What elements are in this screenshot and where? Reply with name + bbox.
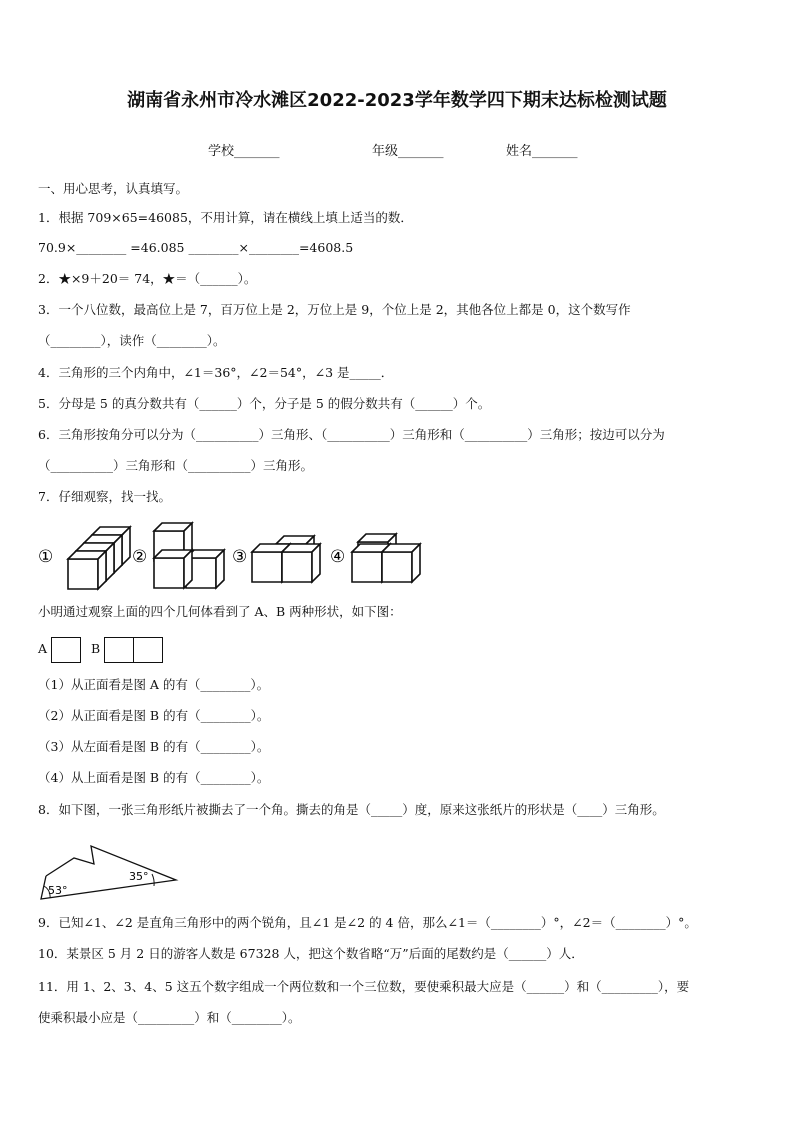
question-6-line2: （__________）三角形和（__________）三角形。 [38,458,314,473]
angle-label-53: 53° [48,884,68,897]
cube-figures-svg [36,520,456,592]
page-title: 湖南省永州市冷水滩区2022-2023学年数学四下期末达标检测试题 [127,90,667,111]
question-4: 4．三角形的三个内角中，∠1＝36°，∠2＝54°，∠3 是_____． [38,365,394,380]
question-1-blanks: 70.9×________ =46.085 ________×________=4608.5 [38,240,354,255]
question-7-part-3: （3）从左面看是图 B 的有（________）。 [38,739,270,754]
question-3-line1: 3．一个八位数，最高位上是 7，百万位上是 2，万位上是 9，个位上是 2，其他各位上都是 0，这个数写作 [38,302,631,317]
cube-figures [36,520,456,596]
question-11-line1: 11．用 1、2、3、4、5 这五个数字组成一个两位数和一个三位数，要使乘积最大应是（______）和（_________），要 [38,979,690,994]
figure-label-2: ② [132,547,148,567]
shape-views [38,636,163,663]
shape-b-square-1 [104,637,134,663]
question-11-line2: 使乘积最小应是（_________）和（________）。 [38,1010,301,1025]
question-1: 1．根据 709×65=46085，不用计算，请在横线上填上适当的数． [38,210,413,225]
question-7-part-2: （2）从正面看是图 B 的有（________）。 [38,708,270,723]
section-heading: 一、用心思考，认真填写。 [38,181,189,196]
question-2: 2．★×9＋20＝ 74，★＝（______）。 [38,271,257,286]
figure-label-4: ④ [330,547,346,567]
figure-1 [68,527,130,589]
shape-a-square [51,637,81,663]
torn-triangle-figure [36,842,181,908]
grade-field: 年级_______ [372,144,444,159]
school-field: 学校_______ [208,144,280,159]
question-3-line2: （________），读作（________）。 [38,333,226,348]
figure-3 [252,536,320,582]
shape-b-label: B [91,641,101,656]
angle-label-35: 35° [129,870,149,883]
question-10: 10．某景区 5 月 2 日的游客人数是 67328 人，把这个数省略“万”后面的尾数约是（______）人． [38,946,584,961]
question-7-part-4: （4）从上面看是图 B 的有（________）。 [38,770,270,785]
question-9: 9．已知∠1、∠2 是直角三角形中的两个锐角，且∠1 是∠2 的 4 倍，那么∠1＝（________）°，∠2＝（________）°。 [38,915,697,930]
question-8: 8．如下图，一张三角形纸片被撕去了一个角。撕去的角是（_____）度，原来这张纸片的形状是（____）三角形。 [38,802,665,817]
question-6-line1: 6．三角形按角分可以分为（__________）三角形、（__________）三角形和（__________）三角形；按边可以分为 [38,427,665,442]
shape-a-label: A [38,641,48,656]
question-5: 5．分母是 5 的真分数共有（______）个，分子是 5 的假分数共有（______）个。 [38,396,491,411]
torn-triangle-svg [36,842,181,904]
figure-label-3: ③ [232,547,248,567]
name-field: 姓名_______ [506,144,578,159]
question-7: 7．仔细观察，找一找。 [38,489,171,504]
question-7-part-1: （1）从正面看是图 A 的有（________）。 [38,677,270,692]
figure-label-1: ① [38,547,54,567]
question-7-description: 小明通过观察上面的四个几何体看到了 A、B 两种形状，如下图： [38,604,402,619]
figure-4 [352,534,420,582]
figure-2 [154,523,224,588]
shape-b-square-2 [133,637,163,663]
